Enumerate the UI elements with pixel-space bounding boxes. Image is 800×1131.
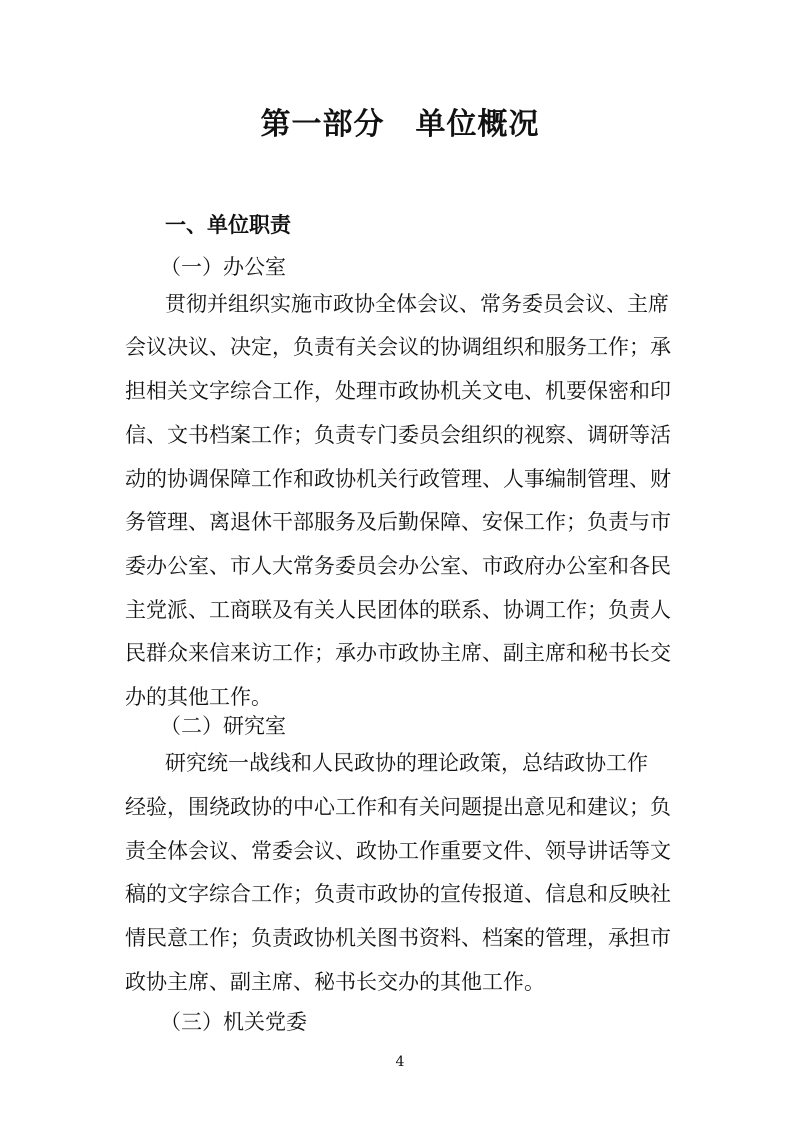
paragraph-line: 动的协调保障工作和政协机关行政管理、人事编制管理、财 xyxy=(125,467,671,491)
paragraph-line: 民群众来信来访工作；承办市政协主席、副主席和秘书长交 xyxy=(125,641,671,665)
subsection-heading-office: （一）办公室 xyxy=(160,255,286,279)
paragraph-line: 委办公室、市人大常务委员会办公室、市政府办公室和各民 xyxy=(125,554,671,578)
subsection-heading-party-committee: （三）机关党委 xyxy=(160,1010,307,1034)
paragraph-line: 情民意工作；负责政协机关图书资料、档案的管理，承担市 xyxy=(125,926,671,950)
paragraph-line: 政协主席、副主席、秘书长交办的其他工作。 xyxy=(125,970,545,994)
paragraph-line: 贯彻并组织实施市政协全体会议、常务委员会议、主席 xyxy=(165,292,669,316)
paragraph-line: 责全体会议、常委会议、政协工作重要文件、领导讲话等文 xyxy=(125,839,671,863)
paragraph-line: 信、文书档案工作；负责专门委员会组织的视察、调研等活 xyxy=(125,423,671,447)
paragraph-line: 担相关文字综合工作，处理市政协机关文电、机要保密和印 xyxy=(125,379,671,403)
paragraph-line: 会议决议、决定，负责有关会议的协调组织和服务工作；承 xyxy=(125,335,671,359)
paragraph-line: 经验，围绕政协的中心工作和有关问题提出意见和建议；负 xyxy=(125,795,671,819)
page-title: 第一部分 单位概况 xyxy=(260,107,540,142)
page-number: 4 xyxy=(395,1054,405,1070)
paragraph-line: 务管理、离退休干部服务及后勤保障、安保工作；负责与市 xyxy=(125,510,671,534)
paragraph-line: 稿的文字综合工作；负责市政协的宣传报道、信息和反映社 xyxy=(125,882,671,906)
subsection-heading-research: （二）研究室 xyxy=(160,714,286,738)
paragraph-line: 主党派、工商联及有关人民团体的联系、协调工作；负责人 xyxy=(125,598,671,622)
paragraph-line: 办的其他工作。 xyxy=(125,685,272,709)
paragraph-line: 研究统一战线和人民政协的理论政策，总结政协工作 xyxy=(165,751,648,775)
section-heading-duties: 一、单位职责 xyxy=(165,212,291,237)
